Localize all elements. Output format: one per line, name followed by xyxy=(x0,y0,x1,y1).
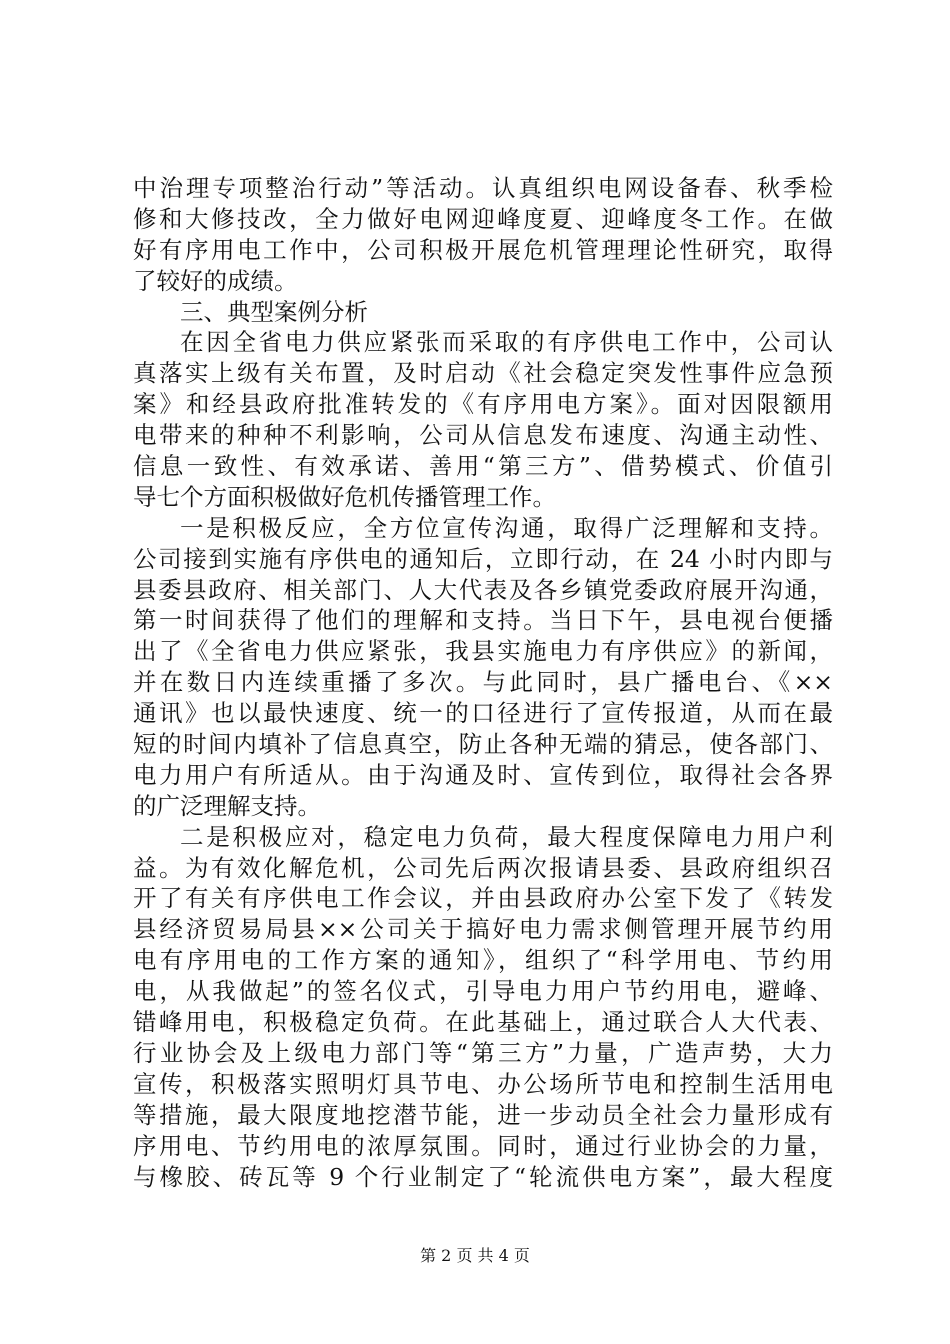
text-line: 电有序用电的工作方案的通知》，组织了“科学用电、节约用 xyxy=(133,946,833,975)
text-line: 益。为有效化解危机，公司先后两次报请县委、县政府组织召 xyxy=(133,853,833,882)
text-line: 中治理专项整治行动”等活动。认真组织电网设备春、秋季检 xyxy=(133,174,833,202)
text-line: 二是积极应对，稳定电力负荷，最大程度保障电力用户利 xyxy=(180,822,833,851)
text-line: 序用电、节约用电的浓厚氛围。同时，通过行业协会的力量， xyxy=(133,1131,833,1160)
text-line: 并在数日内连续重播了多次。与此同时，县广播电台、《×× xyxy=(133,668,833,697)
text-line: 与橡胶、砖瓦等 9 个行业制定了“轮流供电方案”，最大程度 xyxy=(133,1162,833,1191)
page-footer xyxy=(0,1246,950,1266)
text-line: 错峰用电，积极稳定负荷。在此基础上，通过联合人大代表、 xyxy=(133,1008,833,1037)
text-line: 了较好的成绩。 xyxy=(133,266,298,295)
text-line: 通讯》也以最快速度、统一的口径进行了宣传报道，从而在最 xyxy=(133,699,833,728)
text-line: 宣传，积极落实照明灯具节电、办公场所节电和控制生活用电 xyxy=(133,1069,833,1098)
text-line: 开了有关有序供电工作会议，并由县政府办公室下发了《转发 xyxy=(133,884,833,913)
text-line: 好有序用电工作中，公司积极开展危机管理理论性研究，取得 xyxy=(133,235,833,264)
text-line: 出了《全省电力供应紧张，我县实施电力有序供应》的新闻， xyxy=(133,637,833,666)
text-line: 三、典型案例分析 xyxy=(180,297,368,326)
text-line: 县经济贸易局县××公司关于搞好电力需求侧管理开展节约用 xyxy=(133,915,833,944)
text-line: 电，从我做起”的签名仪式，引导电力用户节约用电，避峰、 xyxy=(133,977,833,1006)
text-line: 案》和经县政府批准转发的《有序用电方案》。面对因限额用 xyxy=(133,390,833,419)
text-line: 电带来的种种不利影响，公司从信息发布速度、沟通主动性、 xyxy=(133,421,833,450)
text-line: 信息一致性、有效承诺、善用“第三方”、借势模式、价值引 xyxy=(133,452,833,481)
text-line: 电力用户有所适从。由于沟通及时、宣传到位，取得社会各界 xyxy=(133,760,833,789)
text-line: 一是积极反应，全方位宣传沟通，取得广泛理解和支持。 xyxy=(180,513,833,542)
text-line: 第一时间获得了他们的理解和支持。当日下午，县电视台便播 xyxy=(133,606,833,635)
document-body xyxy=(133,173,833,1192)
page-number: 第 2 页 共 4 页 xyxy=(420,1246,530,1265)
text-line: 公司接到实施有序供电的通知后，立即行动，在 24 小时内即与 xyxy=(133,544,833,573)
text-line: 短的时间内填补了信息真空，防止各种无端的猜忌，使各部门、 xyxy=(133,730,833,759)
text-line: 导七个方面积极做好危机传播管理工作。 xyxy=(133,482,556,511)
text-line: 在因全省电力供应紧张而采取的有序供电工作中，公司认 xyxy=(180,328,833,357)
text-line: 等措施，最大限度地挖潜节能，进一步动员全社会力量形成有 xyxy=(133,1100,833,1129)
text-line: 行业协会及上级电力部门等“第三方”力量，广造声势，大力 xyxy=(133,1038,833,1067)
text-line: 县委县政府、相关部门、人大代表及各乡镇党委政府展开沟通， xyxy=(133,575,833,604)
text-line: 真落实上级有关布置，及时启动《社会稳定突发性事件应急预 xyxy=(133,359,833,388)
text-line: 的广泛理解支持。 xyxy=(133,791,321,820)
text-line: 修和大修技改，全力做好电网迎峰度夏、迎峰度冬工作。在做 xyxy=(133,204,833,233)
